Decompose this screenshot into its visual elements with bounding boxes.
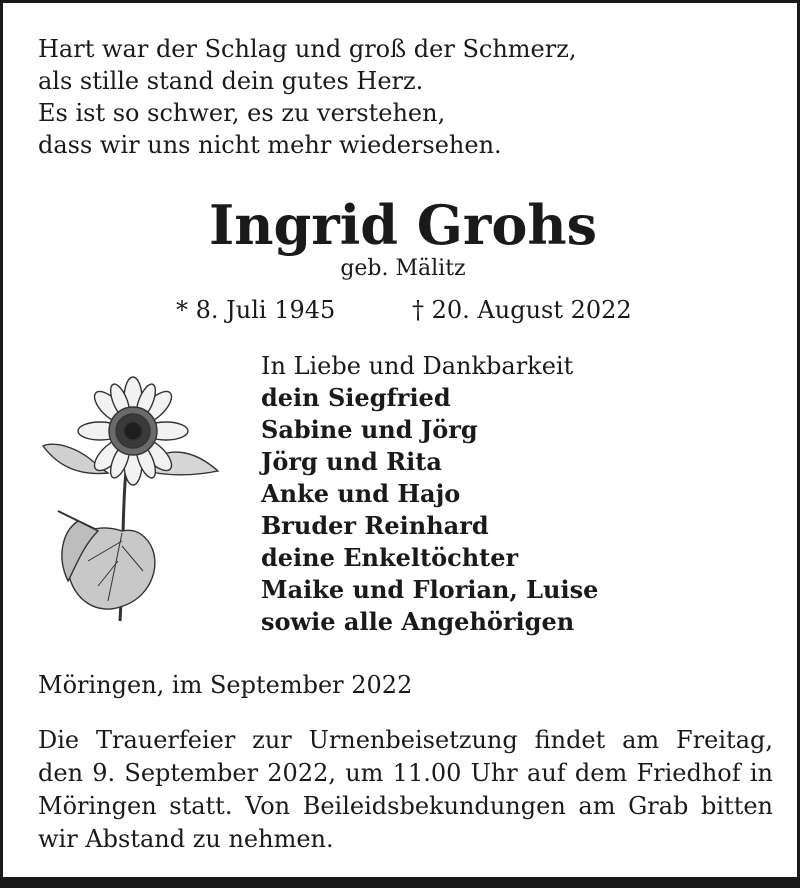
sunflower-icon <box>38 371 228 626</box>
mourner-name: Bruder Reinhard <box>261 511 489 540</box>
poem-line: Hart war der Schlag und groß der Schmerz, <box>38 35 577 63</box>
notice-line: Möringen statt. Von Beileidsbekundungen am Grab bitten <box>38 792 773 820</box>
birth-date: * 8. Juli 1945 <box>176 296 336 324</box>
mourners-list <box>261 350 598 638</box>
mourner-name: Maike und Florian, Luise <box>261 575 599 604</box>
mourners-intro: In Liebe und Dankbarkeit <box>261 352 574 380</box>
death-date: † 20. August 2022 <box>412 296 632 324</box>
poem-line: dass wir uns nicht mehr wiedersehen. <box>38 131 502 159</box>
notice-line: Die Trauerfeier zur Urnenbeisetzung findet am Freitag, <box>38 726 773 754</box>
poem-line: Es ist so schwer, es zu verstehen, <box>38 99 446 127</box>
mourner-name: Anke und Hajo <box>261 479 461 508</box>
funeral-notice <box>38 724 773 856</box>
mourner-name: Sabine und Jörg <box>261 415 478 444</box>
poem <box>38 33 577 161</box>
notice-line: wir Abstand zu nehmen. <box>38 825 334 853</box>
mourner-name: sowie alle Angehörigen <box>261 607 575 636</box>
place-date: Möringen, im September 2022 <box>38 671 413 699</box>
mourner-name: Jörg und Rita <box>261 447 442 476</box>
maiden-name: geb. Mälitz <box>340 256 466 281</box>
mourner-name: dein Siegfried <box>261 383 451 412</box>
deceased-name: Ingrid Grohs <box>208 193 598 257</box>
poem-line: als stille stand dein gutes Herz. <box>38 67 424 95</box>
mourner-name: deine Enkeltöchter <box>261 543 519 572</box>
notice-line: den 9. September 2022, um 11.00 Uhr auf dem Friedhof in <box>38 759 773 787</box>
